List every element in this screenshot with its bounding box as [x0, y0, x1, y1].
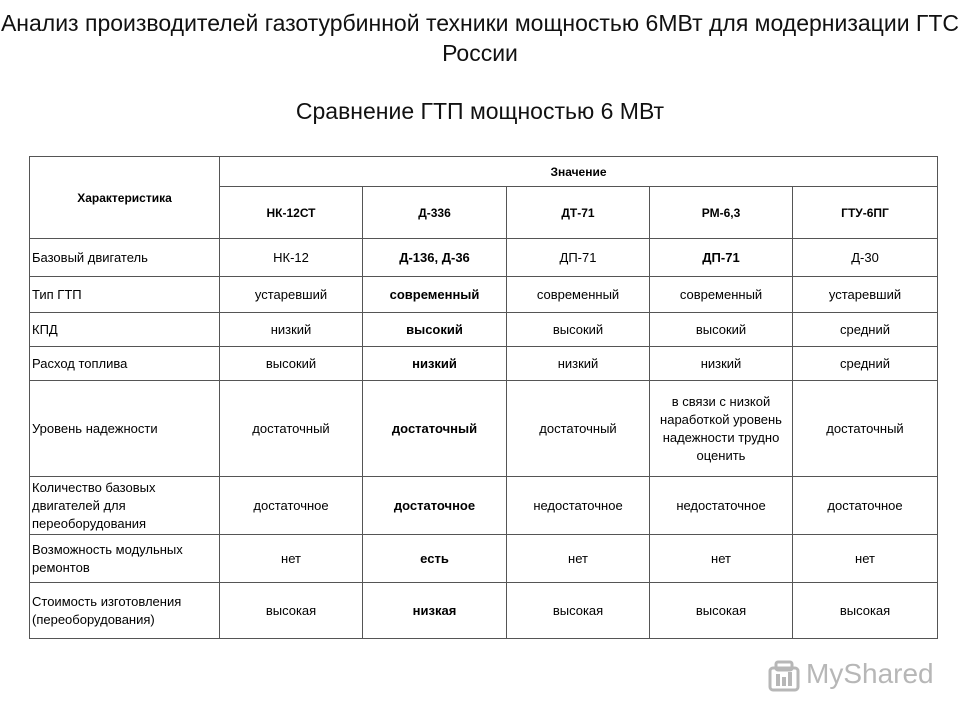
- row-label: Расход топлива: [30, 347, 220, 381]
- row-label: КПД: [30, 313, 220, 347]
- table-row: [30, 535, 938, 583]
- table-cell: недостаточное: [650, 477, 793, 535]
- table-cell: низкий: [220, 313, 363, 347]
- table-cell: Д-136, Д-36: [363, 239, 507, 277]
- table-cell: современный: [507, 277, 650, 313]
- logo-icon: [766, 658, 802, 694]
- table-row: [30, 313, 938, 347]
- table-row: [30, 381, 938, 477]
- table-cell: низкая: [363, 583, 507, 639]
- column-header: ГТУ-6ПГ: [793, 187, 938, 239]
- table-cell: нет: [650, 535, 793, 583]
- header-value: Значение: [220, 157, 938, 187]
- watermark-logo: [764, 656, 934, 696]
- table-cell: достаточный: [507, 381, 650, 477]
- row-label: Уровень надежности: [30, 381, 220, 477]
- table-cell: Д-30: [793, 239, 938, 277]
- table-cell: высокая: [793, 583, 938, 639]
- table-cell: достаточный: [363, 381, 507, 477]
- table-cell: высокий: [363, 313, 507, 347]
- row-label: Тип ГТП: [30, 277, 220, 313]
- table-cell: высокая: [507, 583, 650, 639]
- table-cell: высокий: [220, 347, 363, 381]
- table-cell: нет: [220, 535, 363, 583]
- table-cell: ДП-71: [650, 239, 793, 277]
- table-cell: НК-12: [220, 239, 363, 277]
- table-cell: достаточное: [220, 477, 363, 535]
- header-characteristic: Характеристика: [30, 157, 220, 239]
- table-cell: есть: [363, 535, 507, 583]
- table-cell: в связи с низкой наработкой уровень надежности трудно оценить: [650, 381, 793, 477]
- table-cell: достаточный: [220, 381, 363, 477]
- table-cell: высокий: [507, 313, 650, 347]
- table-cell: низкий: [507, 347, 650, 381]
- table-cell: высокая: [650, 583, 793, 639]
- table-cell: средний: [793, 347, 938, 381]
- page-title: Анализ производителей газотурбинной техники мощностью 6МВт для модернизации ГТС России: [0, 10, 960, 66]
- watermark-text: MyShared: [806, 658, 934, 689]
- table-row: [30, 277, 938, 313]
- column-header: Д-336: [363, 187, 507, 239]
- table-cell: недостаточное: [507, 477, 650, 535]
- table-row: [30, 583, 938, 639]
- table-cell: низкий: [363, 347, 507, 381]
- table-cell: средний: [793, 313, 938, 347]
- table-cell: высокий: [650, 313, 793, 347]
- table-cell: достаточное: [793, 477, 938, 535]
- table-cell: нет: [793, 535, 938, 583]
- table-cell: достаточный: [793, 381, 938, 477]
- column-header: НК-12СТ: [220, 187, 363, 239]
- row-label: Возможность модульных ремонтов: [30, 535, 220, 583]
- row-label: Количество базовых двигателей для переоборудования: [30, 477, 220, 535]
- table-cell: устаревший: [220, 277, 363, 313]
- table-row: [30, 347, 938, 381]
- column-header: ДТ-71: [507, 187, 650, 239]
- column-header: РМ-6,3: [650, 187, 793, 239]
- table-title: Сравнение ГТП мощностью 6 МВт: [295, 98, 665, 124]
- comparison-table: [29, 156, 938, 639]
- table-cell: ДП-71: [507, 239, 650, 277]
- table-row: [30, 477, 938, 535]
- table-cell: современный: [650, 277, 793, 313]
- table-cell: достаточное: [363, 477, 507, 535]
- table-cell: нет: [507, 535, 650, 583]
- row-label: Стоимость изготовления (переоборудования): [30, 583, 220, 639]
- table-cell: устаревший: [793, 277, 938, 313]
- table-cell: современный: [363, 277, 507, 313]
- table-row: [30, 239, 938, 277]
- table-cell: высокая: [220, 583, 363, 639]
- row-label: Базовый двигатель: [30, 239, 220, 277]
- table-cell: низкий: [650, 347, 793, 381]
